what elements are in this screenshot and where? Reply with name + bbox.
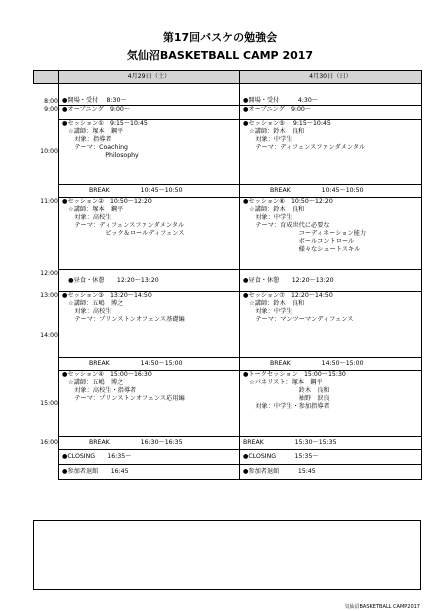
d2-opening: ●オープニング 9:00～ bbox=[240, 106, 422, 120]
session-line: ●トークセッション 15:00～15:30 bbox=[243, 371, 346, 378]
session-line: ☆講師：鈴木 良和 bbox=[243, 128, 305, 135]
d1-break-3: BREAK 16:30～16:35 bbox=[59, 437, 240, 450]
d1-open: ●開場・受付 8:30～ bbox=[59, 84, 240, 106]
session-line: ●セッション⑤ 9:15～10:45 bbox=[243, 120, 331, 127]
d1-closing: ●CLOSING 16:35～ bbox=[59, 450, 240, 465]
d1-opening: ●オープニング 9:00～ bbox=[59, 106, 240, 120]
d2-leave: ●参加者退館 15:45 bbox=[240, 465, 422, 480]
d1-leave: ●参加者退館 16:45 bbox=[59, 465, 240, 480]
d1-session-3 bbox=[59, 292, 240, 358]
d1-lunch: ●昼食・休憩 12:20～13:20 bbox=[59, 270, 240, 292]
session-line: ●セッション③ 13:20～14:50 bbox=[62, 292, 152, 299]
d2-break-3: BREAK 15:30～15:35 bbox=[240, 437, 422, 450]
schedule-table bbox=[33, 70, 422, 480]
day2-header: 4月30日（日） bbox=[240, 71, 422, 84]
d1-session-2 bbox=[59, 198, 240, 270]
session-line: ☆講師：鈴木 良和 bbox=[243, 300, 305, 307]
page-subtitle: 気仙沼BASKETBALL CAMP 2017 bbox=[126, 49, 314, 62]
session-line: ☆講師：五嶋 博之 bbox=[62, 379, 124, 386]
session-line: ☆講師：鈴木 良和 bbox=[243, 206, 305, 213]
time-label: 10:00 bbox=[40, 148, 58, 155]
session-line: テーマ：プリンストンオフェンス基礎編 bbox=[62, 316, 185, 323]
session-line: 対象：中学生・参加指導者 bbox=[243, 403, 330, 410]
session-line: 対象：中学生 bbox=[243, 136, 293, 143]
d1-break-1: BREAK 10:45～10:50 bbox=[59, 185, 240, 198]
d2-closing: ●CLOSING 15:35～ bbox=[240, 450, 422, 465]
session-line: ☆講師：塚本 鋼平 bbox=[62, 206, 124, 213]
session-line: テーマ：マンツーマンディフェンス bbox=[243, 316, 354, 323]
session-line: Philosophy bbox=[62, 152, 139, 159]
session-line: ●セッション⑦ 12:20～14:50 bbox=[243, 292, 333, 299]
time-label: 13:00 14:00 bbox=[40, 291, 58, 339]
session-line: 対象：中学生 bbox=[243, 308, 293, 315]
session-line: ●セッション② 10:50～12:20 bbox=[62, 198, 152, 205]
session-line: ピック＆ロールディフェンス bbox=[62, 230, 185, 237]
time-label: 12:00 bbox=[40, 269, 58, 277]
session-line: ☆パネリスト：塚本 鋼平 bbox=[243, 379, 323, 386]
d2-open: ●開場・受付 4:30～ bbox=[240, 84, 422, 106]
d2-session-7 bbox=[240, 292, 422, 358]
time-label: 8:00 bbox=[44, 97, 58, 105]
session-line: ●セッション⑥ 10:50～12:20 bbox=[243, 198, 333, 205]
d2-session-6 bbox=[240, 198, 422, 270]
d2-session-5 bbox=[240, 120, 422, 185]
session-line: ●セッション① 9:15～10:45 bbox=[62, 120, 148, 127]
session-line: コーディネーション能力 bbox=[243, 230, 367, 237]
d2-talk-session bbox=[240, 371, 422, 437]
day1-header: 4月29日（土） bbox=[59, 71, 240, 84]
time-label: 11:00 bbox=[40, 197, 58, 205]
session-line: ☆講師：塚本 鋼平 bbox=[62, 128, 124, 135]
session-line: ●セッション④ 15:00～16:30 bbox=[62, 371, 152, 378]
d2-lunch: ●昼食・休憩 12:20～13:20 bbox=[240, 270, 422, 292]
session-line: 袖野 涙良 bbox=[243, 395, 330, 402]
time-label: 15:00 bbox=[40, 399, 58, 407]
session-line: 対象：指導者 bbox=[62, 136, 112, 143]
session-line: テーマ：ディフェンスファンダメンタル bbox=[243, 144, 366, 151]
session-line: テーマ：ディフェンスファンダメンタル bbox=[62, 222, 185, 229]
d1-session-1 bbox=[59, 120, 240, 185]
session-line: ボールコントロール bbox=[243, 238, 355, 245]
session-line: 対象：高校生 bbox=[62, 308, 112, 315]
session-line: 様々なシュートスキル bbox=[243, 246, 361, 253]
session-line: 対象：中学生 bbox=[243, 214, 293, 221]
session-line: テーマ：育成世代に必要な bbox=[243, 222, 330, 229]
session-line: 対象：高校生・指導者 bbox=[62, 387, 137, 394]
time-label: 16:00 bbox=[40, 439, 58, 446]
session-line: テーマ：プリンストンオフェンス応用編 bbox=[62, 395, 185, 402]
session-line: テーマ：Coaching bbox=[62, 144, 128, 151]
page-title: 第17回バスケの勉強会 bbox=[162, 31, 278, 44]
d2-break-2: BREAK 14:50～15:00 bbox=[240, 358, 422, 371]
session-line: 鈴木 良和 bbox=[243, 387, 330, 394]
d1-session-4 bbox=[59, 371, 240, 437]
session-line: ☆講師：五嶋 博之 bbox=[62, 300, 124, 307]
time-label: 9:00 bbox=[44, 105, 58, 113]
session-line: 対象：高校生 bbox=[62, 214, 112, 221]
header-corner bbox=[34, 71, 59, 84]
d1-break-2: BREAK 14:50～15:00 bbox=[59, 358, 240, 371]
notes-box bbox=[33, 520, 421, 590]
d2-break-1: BREAK 10:45～10:50 bbox=[240, 185, 422, 198]
footer-label: 気仙沼BASKETBALL CAMP2017 bbox=[344, 604, 420, 610]
